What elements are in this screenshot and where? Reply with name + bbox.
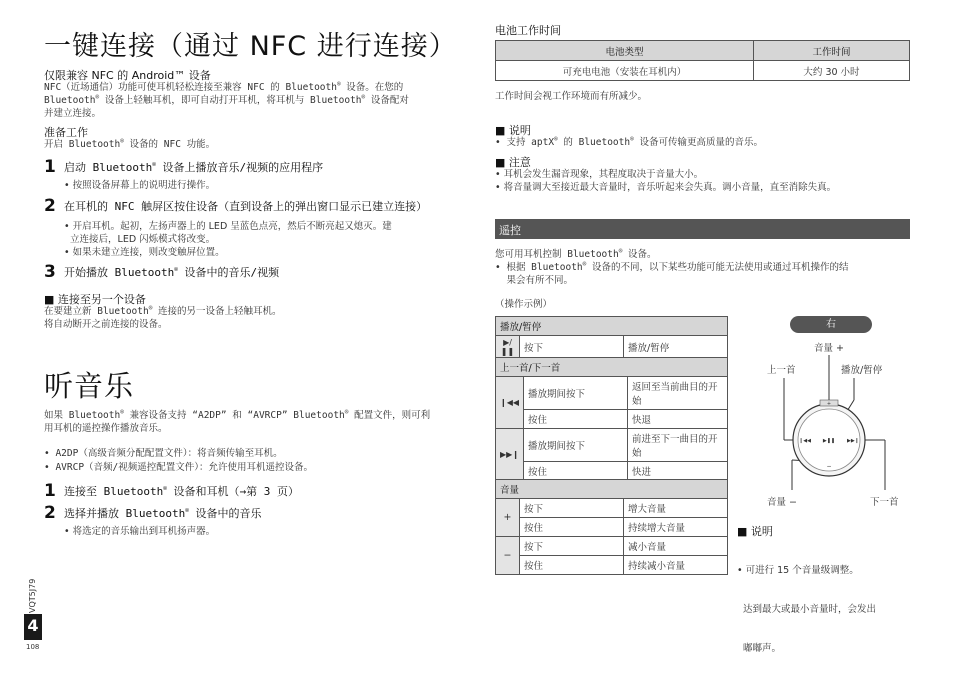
prev-track-glyph: ❙◀◀ (799, 438, 811, 444)
play-pause-icon: ▶/❚❚ (496, 336, 520, 359)
skip-result: 快进 (628, 462, 728, 481)
play-pause-result: 播放/暂停 (624, 336, 728, 359)
skip-action: 按住 (524, 462, 628, 481)
skip-result: 前进至下一曲目的开始 (628, 429, 728, 462)
music-step-1: 1 连接至 Bluetooth® 设备和耳机（→第 3 页） (44, 481, 299, 501)
other-device-text: 在要建立新 Bluetooth® 连接的另一设备上轻触耳机。 将自动断开之前连接的设备。 (44, 304, 282, 330)
vol-up-glyph: + (826, 401, 832, 407)
volume-action: 按下 (520, 499, 624, 518)
volume-result: 减小音量 (624, 537, 728, 556)
aptx-note: • 支持 aptX® 的 Bluetooth® 设备可传输更高质量的音乐。 (495, 135, 763, 148)
vol-down-glyph: − (826, 463, 832, 470)
volume-action: 按下 (520, 537, 624, 556)
battery-time-cell: 大约 30 小时 (754, 61, 910, 81)
battery-note: 工作时间会视工作环境而有所减少。 (495, 91, 648, 102)
skip-head: 上一首/下一首 (496, 358, 728, 377)
skip-result: 返回至当前曲目的开始 (628, 377, 728, 410)
skip-action: 按住 (524, 410, 628, 429)
volume-result: 持续增大音量 (624, 518, 728, 537)
avrcp-bullet: • AVRCP（音频/视频遥控配置文件）：允许使用耳机遥控设备。 (44, 462, 314, 473)
battery-heading: 电池工作时间 (495, 24, 561, 37)
vol-up-label: 音量 + (814, 343, 844, 354)
volume-head: 音量 (496, 480, 728, 499)
music-title: 听音乐 (44, 369, 135, 403)
step-number: 3 (44, 262, 56, 282)
nfc-step-2: 2 在耳机的 NFC 触屏区按住设备（直到设备上的弹出窗口显示已建立连接） • 开启耳机。起初，左扬声器上的 LED 呈蓝色点亮，然后不断亮起又熄灭。建 立连接后，LED 闪烁模式将改变。 • 如果未建立连接，则改变触屏位置。 (44, 196, 428, 258)
skip-action: 播放期间按下 (524, 377, 628, 410)
music-text: 如果 Bluetooth® 兼容设备支持 “A2DP” 和 “AVRCP” Bluetooth® 配置文件，则可利 用耳机的遥控操作播放音乐。 (44, 408, 431, 434)
step-number: 2 (44, 503, 56, 523)
battery-col-type: 电池类型 (496, 41, 754, 61)
example-label: （操作示例） (495, 299, 553, 310)
skip-result: 快退 (628, 410, 728, 429)
volume-result: 增大音量 (624, 499, 728, 518)
caution-heading: ■ 注意 (495, 156, 531, 169)
volume-plus-icon: + (496, 499, 520, 537)
remote-text: 您可用耳机控制 Bluetooth® 设备。 • 根据 Bluetooth® 设备的不同，以下某些功能可能无法使用或通过耳机操作的结 果会有所不同。 (495, 247, 849, 286)
prev-track-icon: ❙◀◀ (496, 377, 524, 429)
explain-heading: ■ 说明 (495, 124, 531, 137)
android-text: NFC（近场通信）功能可使耳机轻松连接至兼容 NFC 的 Bluetooth® 设备。在您的 Bluetooth® 设备上轻触耳机，即可自动打开耳机，将耳机与 Bluetooth® 设备配对 并建立连接。 (44, 80, 409, 119)
caution-line-2: • 将音量调大至接近最大音量时，音乐听起来会失真。调小音量，直至消除失真。 (495, 182, 837, 193)
nfc-step-1: 1 启动 Bluetooth® 设备上播放音乐/视频的应用程序 • 按照设备屏幕上的说明进行操作。 (44, 157, 324, 191)
prep-text: 开启 Bluetooth® 设备的 NFC 功能。 (44, 137, 216, 150)
volume-action: 按住 (520, 556, 624, 575)
music-step-2: 2 选择并播放 Bluetooth® 设备中的音乐 • 将选定的音乐输出到耳机扬声器。 (44, 503, 262, 537)
volume-levels-note: • 可进行 15 个音量级调整。 达到最大或最小音量时，会发出 嘟嘟声。 (737, 565, 877, 654)
play-pause-head: 播放/暂停 (496, 317, 728, 336)
volume-minus-icon: − (496, 537, 520, 575)
prep-heading: 准备工作 (44, 126, 88, 139)
model-code: VQT5J79 (28, 578, 37, 613)
step-number: 1 (44, 481, 56, 501)
next-track-glyph: ▶▶❙ (847, 438, 859, 444)
step-number: 1 (44, 157, 56, 177)
play-pause-action: 按下 (520, 336, 624, 359)
page-number: 4 (24, 614, 42, 640)
volume-action: 按住 (520, 518, 624, 537)
play-label: 播放/暂停 (841, 365, 883, 376)
page-number-small: 108 (26, 643, 40, 651)
earphone-remote-diagram (760, 340, 910, 500)
skip-table (495, 357, 728, 481)
right-side-label: 右 (790, 316, 872, 333)
battery-col-time: 工作时间 (754, 41, 910, 61)
remote-section-bar: 遥控 (495, 219, 910, 239)
nfc-step-3: 3 开始播放 Bluetooth® 设备中的音乐/视频 (44, 262, 280, 282)
play-pause-table (495, 316, 728, 359)
volume-table (495, 479, 728, 575)
other-device-heading: ■ 连接至另一个设备 (44, 293, 146, 306)
caution-line-1: • 耳机会发生漏音现象，其程度取决于音量大小。 (495, 169, 704, 180)
skip-action: 播放期间按下 (524, 429, 628, 462)
android-heading: 仅限兼容 NFC 的 Android™ 设备 (44, 69, 211, 82)
play-pause-glyph: ▶❚❚ (822, 438, 836, 444)
volume-result: 持续减小音量 (624, 556, 728, 575)
prev-label: 上一首 (767, 365, 796, 376)
step-number: 2 (44, 196, 56, 216)
battery-table (495, 40, 910, 81)
next-track-icon: ▶▶❙ (496, 429, 524, 481)
explain2-heading: ■ 说明 (737, 525, 773, 538)
battery-type-cell: 可充电电池（安装在耳机内） (496, 61, 754, 81)
a2dp-bullet: • A2DP（高级音频分配配置文件）：将音频传输至耳机。 (44, 448, 283, 459)
nfc-title: 一键连接（通过 NFC 进行连接） (44, 31, 457, 62)
vol-down-label: 音量 − (767, 497, 797, 508)
next-label: 下一首 (870, 497, 899, 508)
